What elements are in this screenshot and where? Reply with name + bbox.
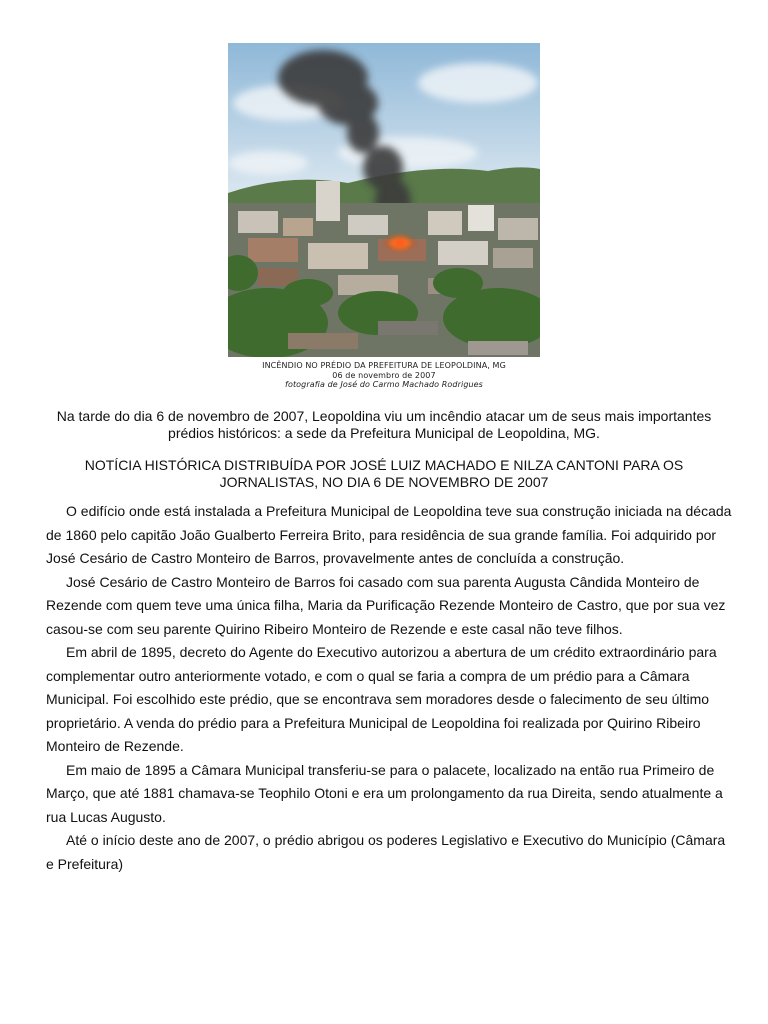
article-paragraph: Em abril de 1895, decreto do Agente do Executivo autorizou a abertura de um crédito extraordinário para complementar outro anteriormente votado, e com o qual se faria a compra de um prédio para a Câmara Municipal. Foi escolhido este prédio, que se encontrava sem moradores desde o falecimento de seu último proprietário. A venda do prédio para a Prefeitura Municipal de Leopoldina foi realizada por Quirino Ribeiro Monteiro de Rezende. [46,644,717,754]
caption-credit: fotografia de José do Carmo Machado Rodrigues [285,380,483,389]
intro-paragraph: Na tarde do dia 6 de novembro de 2007, Leopoldina viu um incêndio atacar um de seus mais importantes prédios históricos: a sede da Prefeitura Municipal de Leopoldina, MG. [56,408,712,441]
article-paragraph: José Cesário de Castro Monteiro de Barros foi casado com sua parenta Augusta Cândida Monteiro de Rezende com quem teve uma única filha, Maria da Purificação Rezende Monteiro de Castro, que por sua vez casou-se com seu parente Quirino Ribeiro Monteiro de Rezende e este casal não teve filhos. [46,573,726,637]
news-heading: NOTÍCIA HISTÓRICA DISTRIBUÍDA POR JOSÉ LUIZ MACHADO E NILZA CANTONI PARA OS JORNALISTAS, NO DIA 6 DE NOVEMBRO DE 2007 [84,457,684,490]
photo-figure [228,43,540,393]
fire [384,234,416,252]
fire-photo-illustration [228,43,540,357]
caption-title: INCÊNDIO NO PRÉDIO DA PREFEITURA DE LEOPOLDINA, MG [262,361,506,370]
fire-photo [228,43,540,357]
photo-caption [228,361,540,390]
article-paragraph: Em maio de 1895 a Câmara Municipal transferiu-se para o palacete, localizado na então rua Primeiro de Março, que até 1881 chamava-se Teophilo Otoni e era um prolongamento da rua Direita, sendo atualmente a rua Lucas Augusto. [46,761,723,825]
article-body [46,500,736,876]
article-paragraph: O edifício onde está instalada a Prefeitura Municipal de Leopoldina teve sua construção iniciada na década de 1860 pelo capitão João Gualberto Ferreira Brito, para residência de sua grande família. Foi adquirido por José Cesário de Castro Monteiro de Barros, provavelmente antes de concluída a construção. [46,503,732,566]
caption-date: 06 de novembro de 2007 [332,370,436,380]
article-paragraph: Até o início deste ano de 2007, o prédio abrigou os poderes Legislativo e Executivo do Município (Câmara e Prefeitura) [46,832,726,872]
